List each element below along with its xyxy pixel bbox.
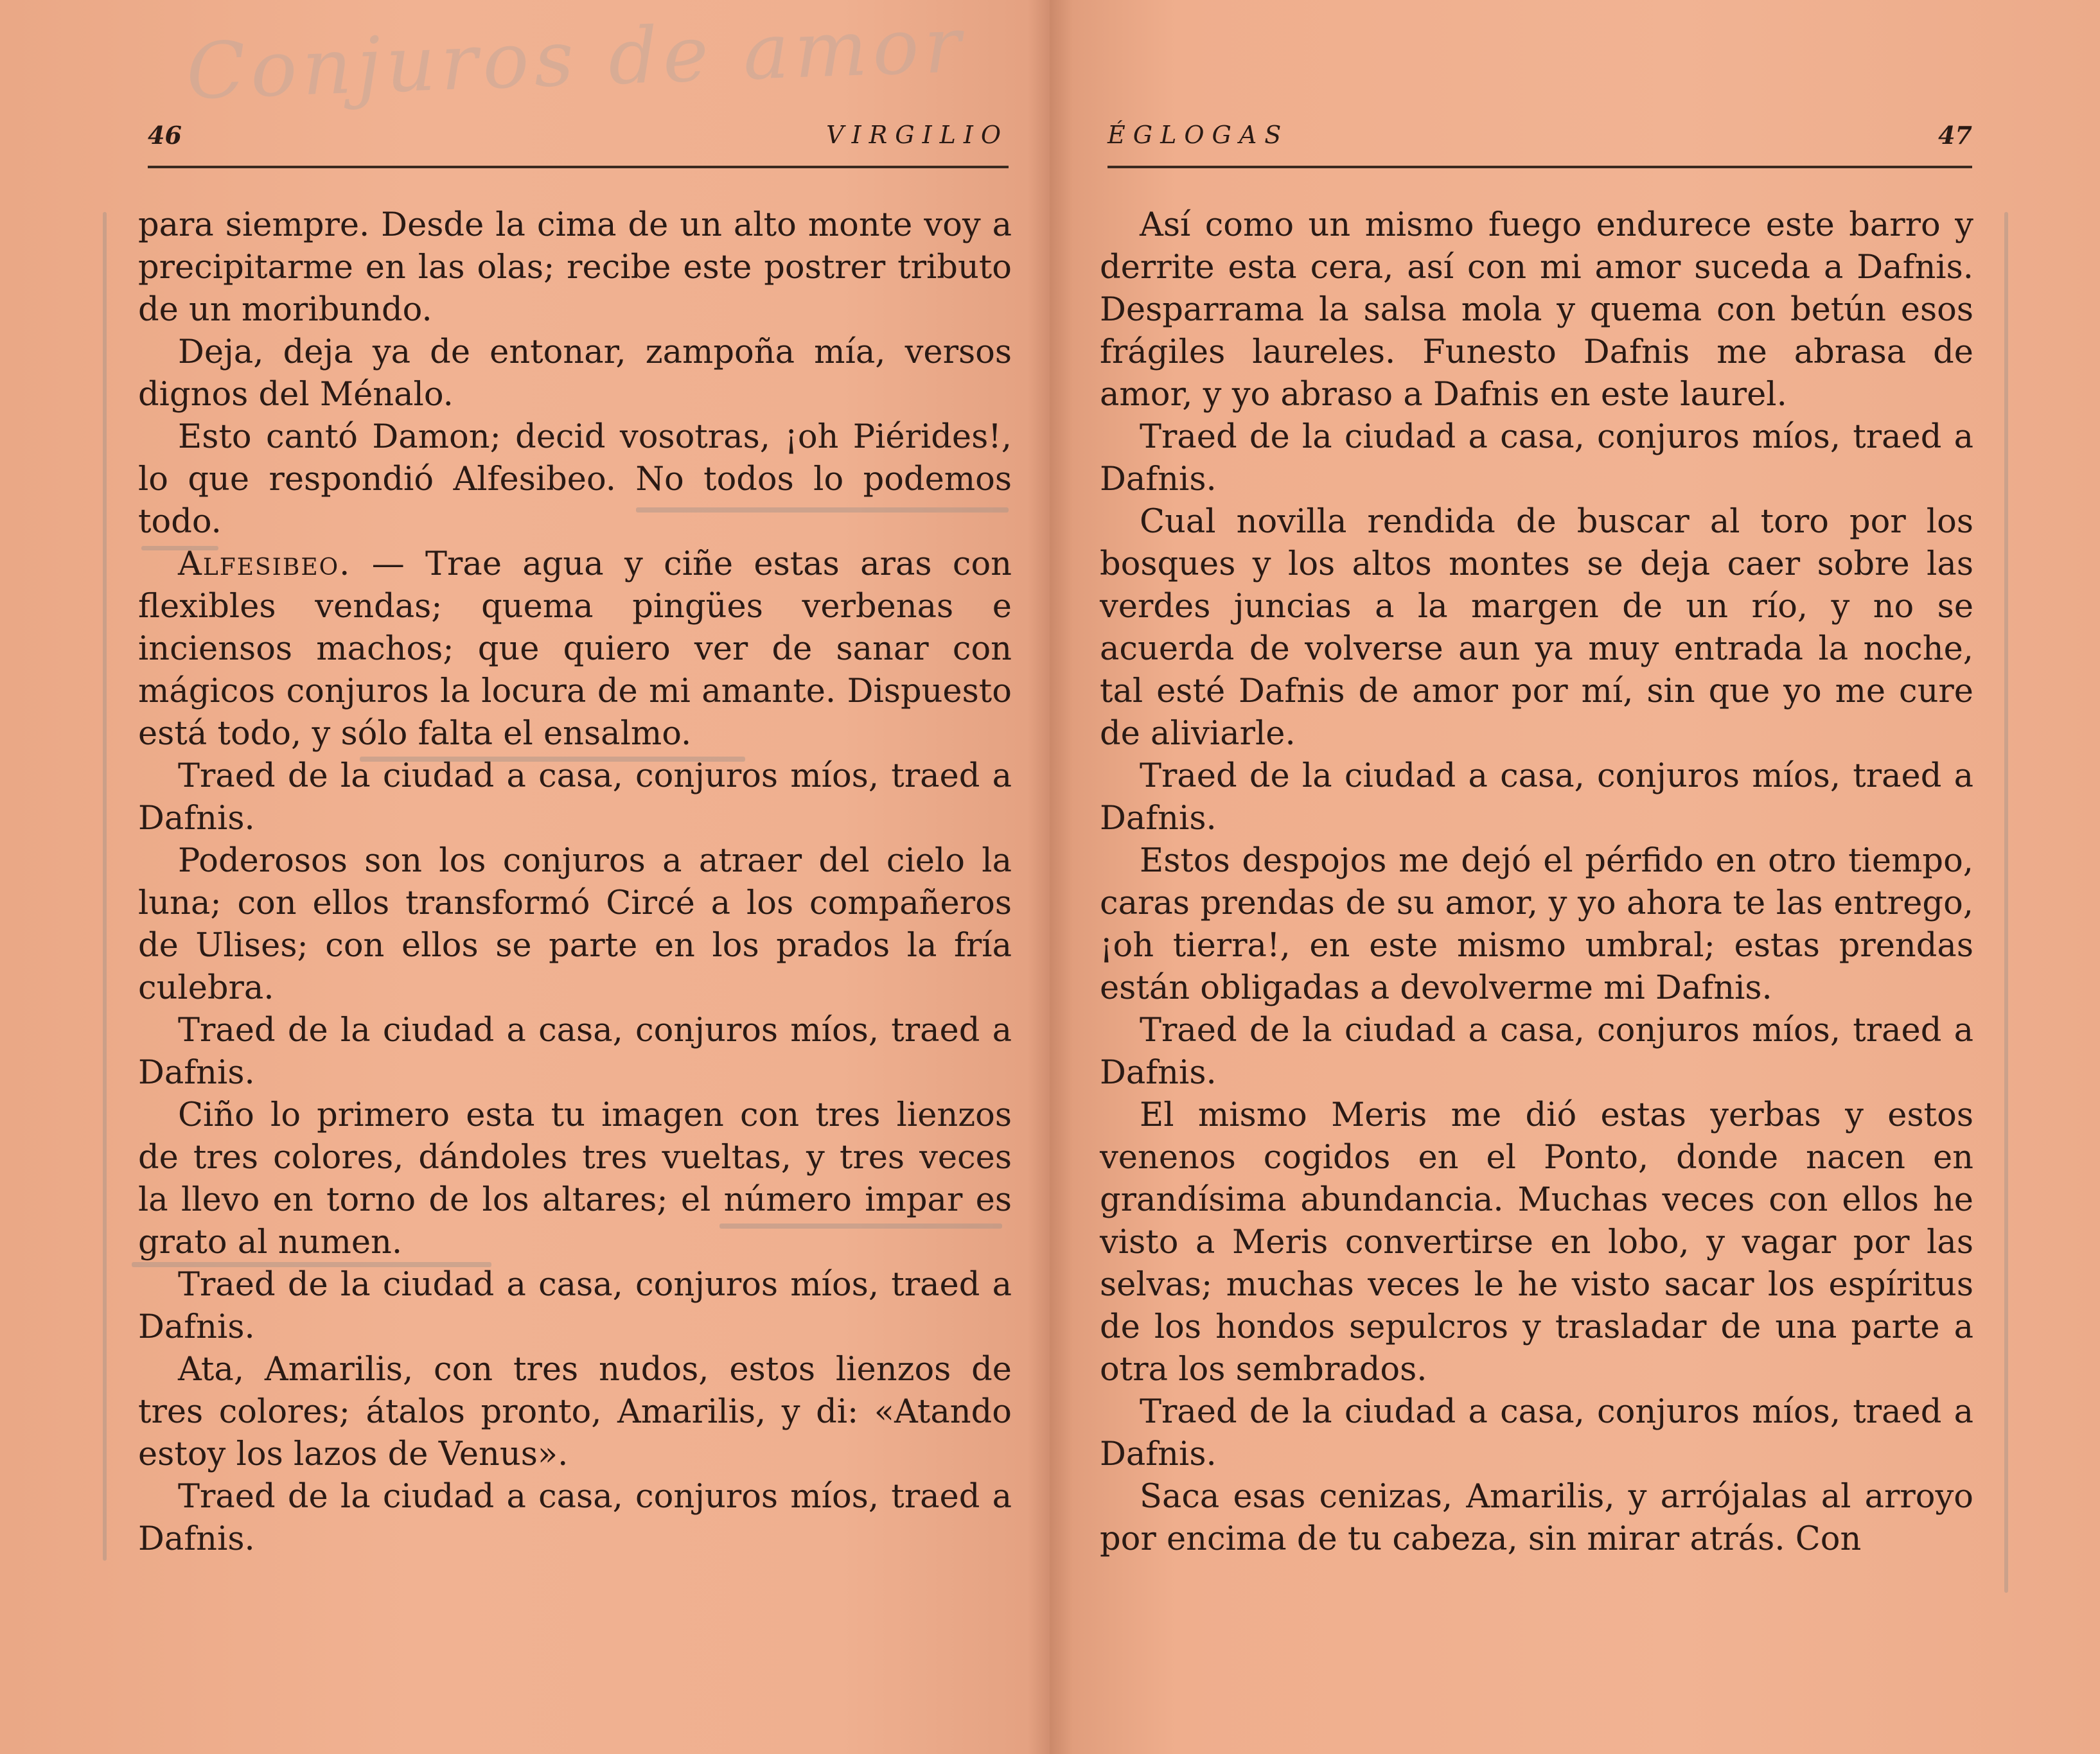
book-gutter [1028,0,1073,1754]
paragraph: Esto cantó Damon; decid vosotras, ¡oh Piérides!, lo que respondió Alfesibeo. No todos lo podemos todo. [138,418,1012,541]
refrain: Traed de la ciudad a casa, conjuros míos, traed a Dafnis. [1100,1012,1973,1092]
paragraph: Ciño lo primero esta tu imagen con tres lienzos de tres colores, dándoles tres vueltas, y tres veces la llevo en torno de los altares; el número impar es grato al numen. [138,1096,1012,1261]
speaker-paragraph [138,543,1012,755]
left-body-text [138,204,1012,1561]
refrain: Traed de la ciudad a casa, conjuros míos, traed a Dafnis. [138,1266,1012,1346]
pencil-margin-mark [2004,212,2008,1593]
speaker-text: — Trae agua y ciñe estas aras con flexibles vendas; quema pingües verbenas e inciensos machos; [138,545,1012,668]
right-running-title: ÉGLOGAS [1107,121,1289,149]
refrain: Traed de la ciudad a casa, conjuros míos, traed a Dafnis. [138,1478,1012,1558]
paragraph: Saca esas cenizas, Amarilis, y arrójalas al arroyo por encima de tu cabeza, sin mirar atrás. Con [1100,1478,1973,1558]
pencil-underline [636,507,1009,513]
refrain: Traed de la ciudad a casa, conjuros míos, traed a Dafnis. [1100,1393,1973,1473]
paragraph: Ata, Amarilis, con tres nudos, estos lienzos de tres colores; átalos pronto, Amarilis, y di: «Atando estoy los lazos de Venus». [138,1351,1012,1473]
refrain: Traed de la ciudad a casa, conjuros míos, traed a Dafnis. [1100,418,1973,498]
handwritten-note: Conjuros de amor [184,0,967,118]
paragraph: Cual novilla rendida de buscar al toro por los bosques y los altos montes se deja caer sobre las verdes juncias a la margen de un río, y no se acuerda de volverse aun ya muy entrada la noche, tal esté Dafnis de amor por mí, sin que yo me cure de aliviarle. [1100,503,1973,753]
paragraph: Así como un mismo fuego endurece este barro y derrite esta cera, así con mi amor suceda a Dafnis. Desparrama la salsa mola y quema con betún esos frágiles laureles. Funesto Dafnis me abrasa de amor, y yo abraso a Dafnis en este laurel. [1100,206,1973,414]
refrain: Traed de la ciudad a casa, conjuros míos, traed a Dafnis. [138,757,1012,838]
left-page-number: 46 [148,121,182,150]
right-page-number: 47 [1938,121,1972,150]
paragraph: El mismo Meris me dió estas yerbas y estos venenos cogidos en el Ponto, donde nacen en grandísima abundancia. Muchas veces con ellos he visto a Meris convertirse en lobo, y vagar por las selvas; muchas veces le he visto sacar los espíritus de los hondos sepulcros y trasladar de una parte a otra los sembrados. [1100,1096,1973,1389]
paragraph: para siempre. Desde la cima de un alto monte voy a precipitarme en las olas; recibe este postrer tributo de un moribundo. [138,206,1012,329]
pencil-margin-mark [103,212,107,1561]
pencil-underline [719,1223,1002,1229]
speaker-name: Alfesibeo. [178,545,351,583]
pencil-underline [132,1262,491,1267]
right-running-head [1107,121,1972,168]
paragraph: Estos despojos me dejó el pérfido en otro tiempo, caras prendas de su amor, y yo ahora te las entrego, ¡oh tierra!, en este mismo umbral; estas prendas están obligadas a devolverme mi Dafnis. [1100,842,1973,1007]
speaker-text-continued: que quiero ver de sanar con mágicos conjuros la locura de mi amante. Dispuesto está todo, y sólo falta el ensalmo. [138,630,1012,753]
right-body-text [1100,204,1973,1561]
left-running-title: VIRGILIO [826,121,1009,149]
refrain: Traed de la ciudad a casa, conjuros míos, traed a Dafnis. [138,1012,1012,1092]
paragraph: Deja, deja ya de entonar, zampoña mía, versos dignos del Ménalo. [138,333,1012,414]
pencil-underline [141,546,218,550]
paragraph: Poderosos son los conjuros a atraer del cielo la luna; con ellos transformó Circé a los compañeros de Ulises; con ellos se parte en los prados la fría culebra. [138,842,1012,1007]
refrain: Traed de la ciudad a casa, conjuros míos, traed a Dafnis. [1100,757,1973,838]
left-running-head [148,121,1009,168]
pencil-underline [360,757,745,762]
